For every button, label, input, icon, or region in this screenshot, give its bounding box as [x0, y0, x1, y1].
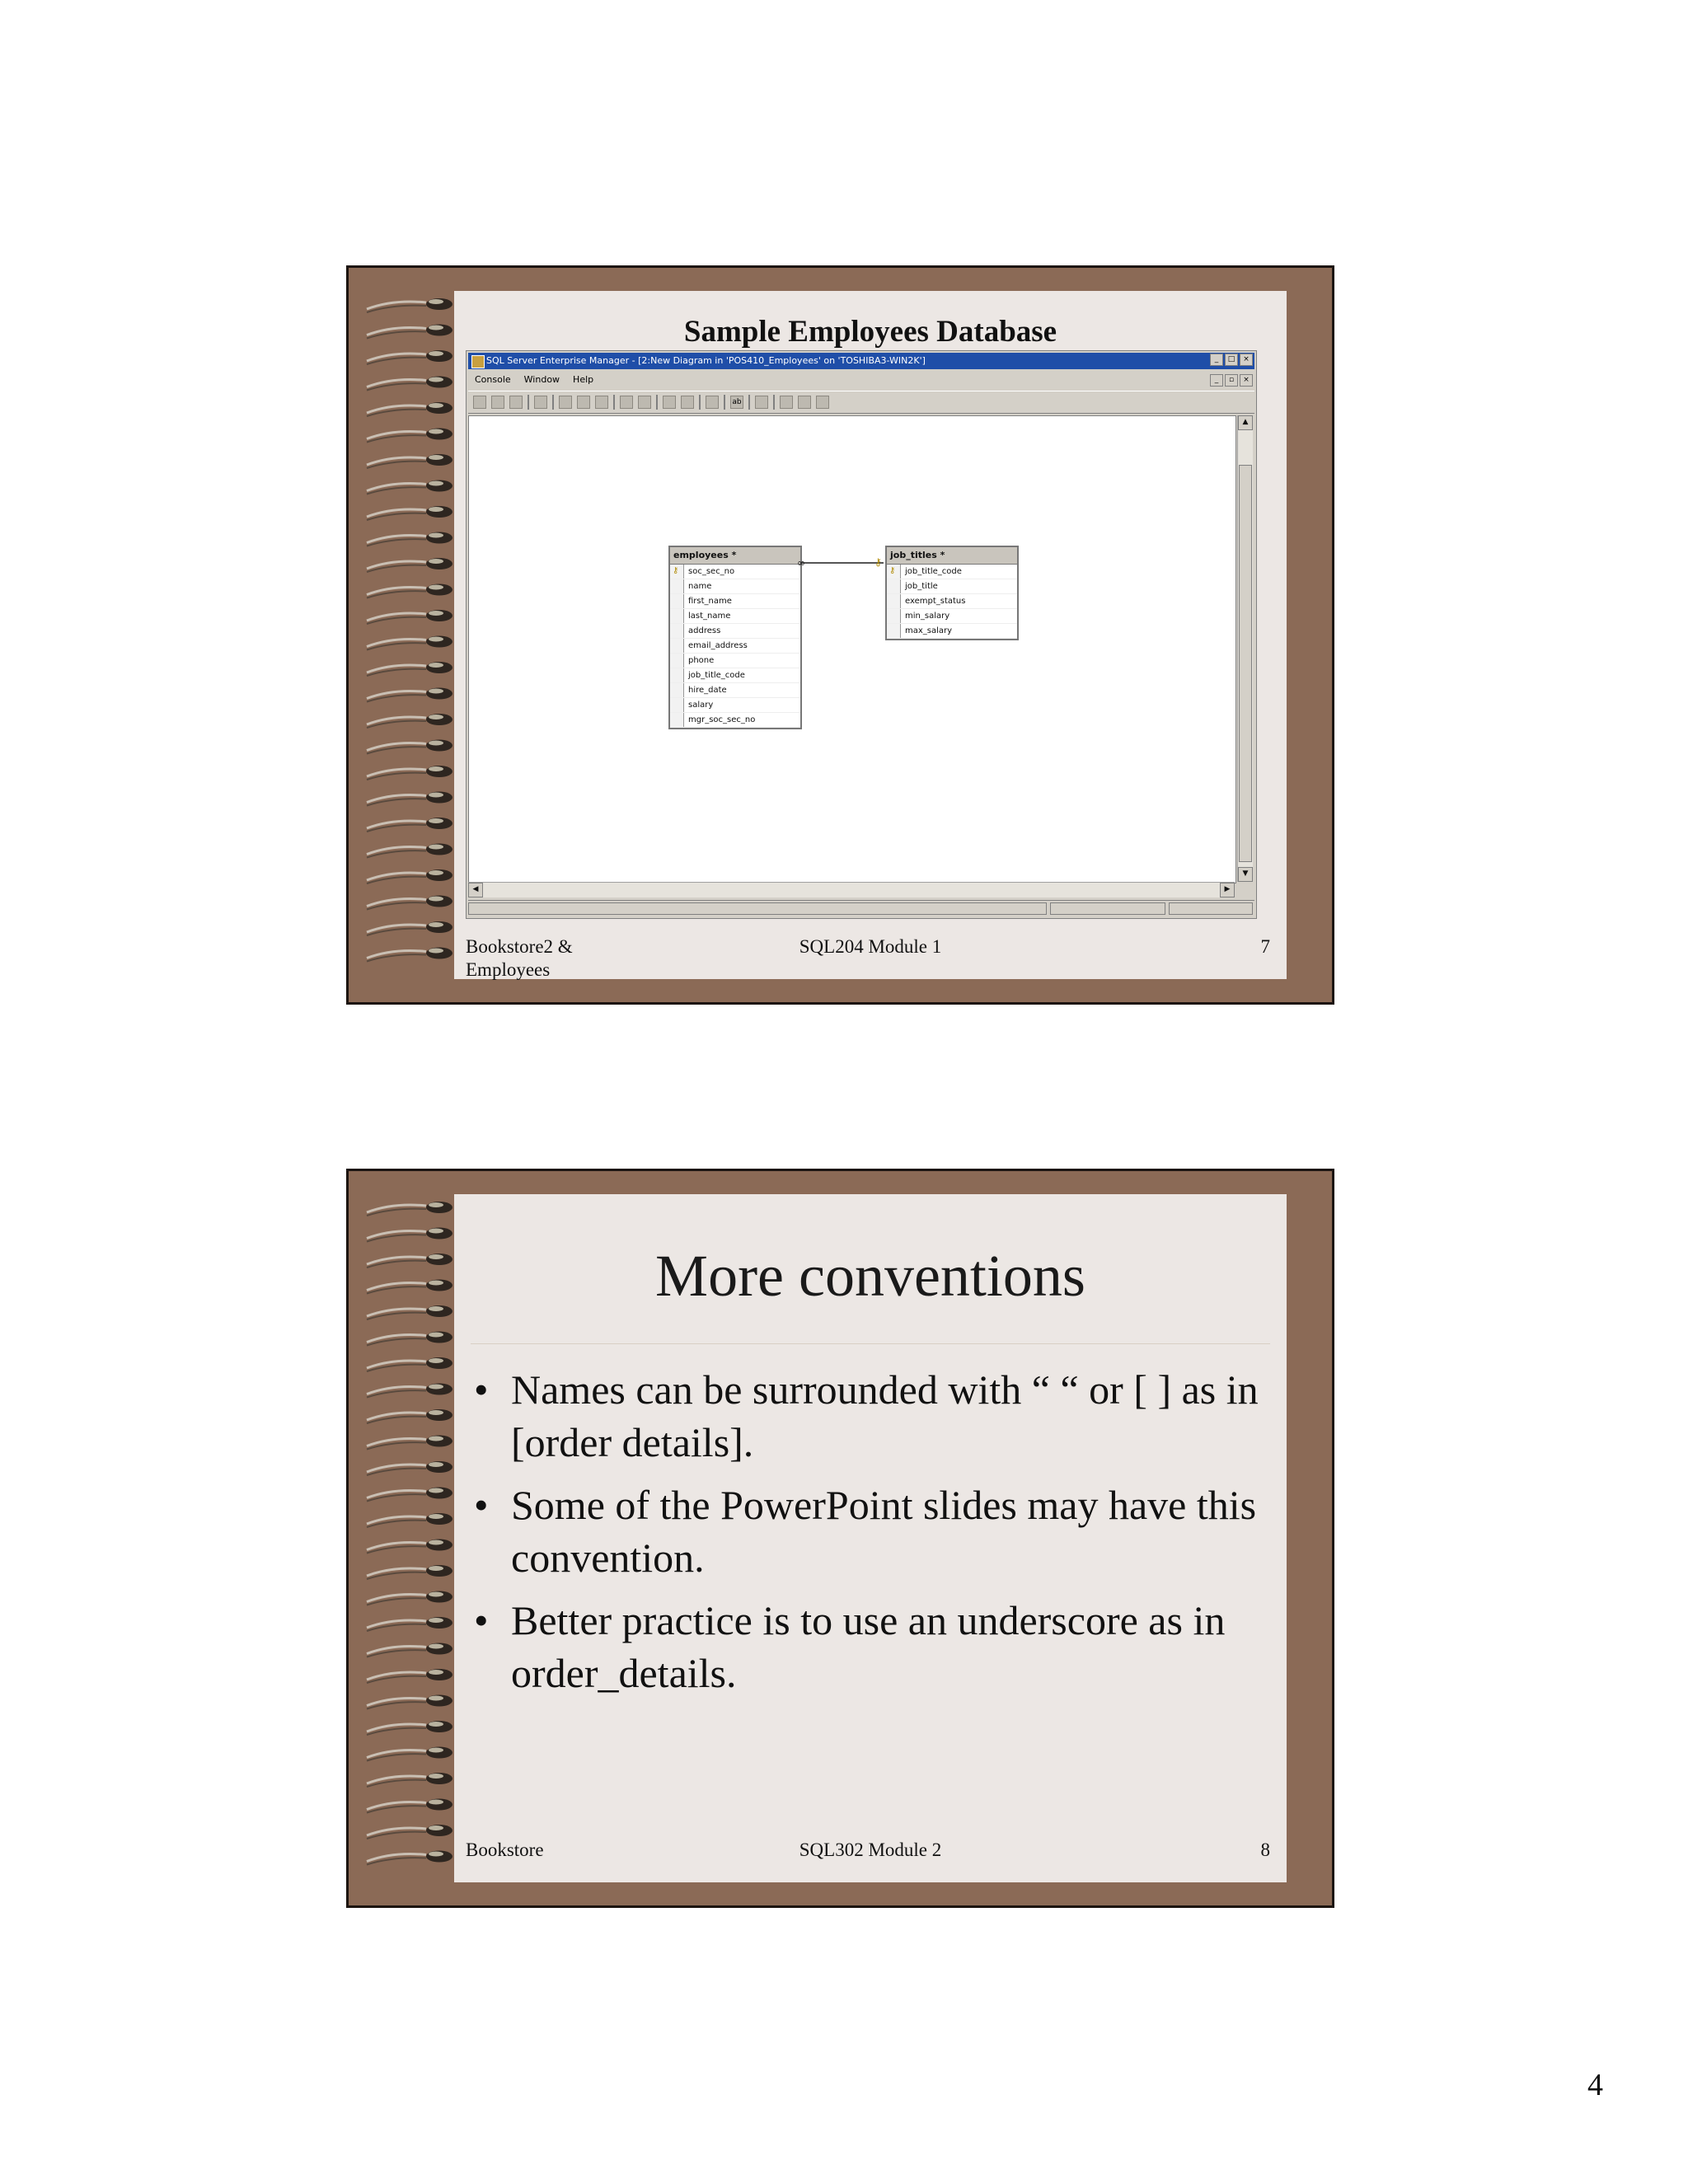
row-selector	[670, 565, 684, 579]
table-column-row[interactable]	[887, 579, 1017, 594]
slide-thumbnail-7	[346, 265, 1334, 1005]
column-name: job_title_code	[905, 567, 962, 576]
row-selector	[887, 624, 901, 638]
toolbar-separator	[699, 395, 701, 410]
toolbar-separator	[613, 395, 615, 410]
text-annotation-icon[interactable]: ab	[730, 396, 743, 409]
vertical-scrollbar[interactable]	[1237, 415, 1253, 882]
app-icon	[471, 355, 485, 368]
paste-icon[interactable]	[595, 396, 608, 409]
status-pane	[1169, 902, 1253, 915]
column-name: hire_date	[688, 686, 727, 695]
employees-table-header: employees *	[670, 547, 800, 565]
column-name: address	[688, 626, 721, 635]
bullet-item: • Names can be surrounded with “ “ or [ ] as in [order details].	[466, 1363, 1282, 1469]
job-titles-table-header: job_titles *	[887, 547, 1017, 565]
table-column-row[interactable]	[670, 713, 800, 728]
job-titles-columns	[887, 565, 1017, 639]
scroll-thumb[interactable]	[1239, 465, 1252, 862]
add-table-icon[interactable]	[620, 396, 633, 409]
row-selector	[670, 713, 684, 727]
bullet-icon: •	[474, 1366, 489, 1413]
toolbar	[468, 391, 1254, 414]
table-column-row[interactable]	[670, 639, 800, 654]
primary-key-icon[interactable]	[706, 396, 719, 409]
primary-key-icon: ⚷	[889, 566, 896, 575]
slide-content	[454, 291, 1287, 979]
row-selector	[887, 609, 901, 623]
window-title-bar	[468, 353, 1254, 369]
status-pane	[1050, 902, 1165, 915]
employees-table[interactable]	[668, 546, 802, 729]
autosize-icon[interactable]	[816, 396, 829, 409]
toolbar-separator	[552, 395, 554, 410]
table-column-row[interactable]	[670, 698, 800, 713]
footer-center: SQL204 Module 1	[799, 936, 942, 957]
scroll-down-icon[interactable]: ▼	[1238, 867, 1253, 882]
table-column-row[interactable]	[670, 609, 800, 624]
child-restore-icon[interactable]: ▫	[1225, 374, 1238, 387]
footer-slide-number: 8	[1260, 1840, 1270, 1860]
job-titles-table[interactable]	[885, 546, 1019, 640]
table-column-row[interactable]	[887, 624, 1017, 639]
column-name: phone	[688, 656, 715, 665]
slide-content	[454, 1194, 1287, 1882]
row-selector	[670, 594, 684, 608]
horizontal-scrollbar[interactable]	[468, 882, 1235, 898]
toolbar-separator	[724, 395, 725, 410]
copy-icon[interactable]	[577, 396, 590, 409]
child-minimize-icon[interactable]: _	[1210, 374, 1223, 387]
bullet-item: • Some of the PowerPoint slides may have this convention.	[466, 1479, 1282, 1584]
row-selector	[670, 683, 684, 697]
child-close-icon[interactable]: ×	[1240, 374, 1253, 387]
infinity-end-icon: ∞	[797, 557, 805, 569]
table-column-row[interactable]	[887, 565, 1017, 579]
diagram-canvas[interactable]	[468, 415, 1236, 883]
maximize-icon[interactable]: □	[1225, 354, 1238, 366]
toolbar-separator	[748, 395, 750, 410]
scroll-up-icon[interactable]: ▲	[1238, 415, 1253, 430]
row-selector	[670, 639, 684, 653]
enterprise-manager-window	[466, 350, 1257, 919]
column-name: min_salary	[905, 612, 950, 621]
row-selector	[670, 579, 684, 593]
minimize-icon[interactable]: _	[1210, 354, 1223, 366]
primary-key-icon: ⚷	[673, 566, 679, 575]
table-column-row[interactable]	[670, 654, 800, 668]
menu-window[interactable]: Window	[523, 374, 560, 385]
new-table-icon[interactable]	[534, 396, 547, 409]
slide-thumbnail-8	[346, 1169, 1334, 1908]
row-selector	[887, 565, 901, 579]
row-selector	[670, 668, 684, 682]
column-name: exempt_status	[905, 597, 966, 606]
bullet-icon: •	[474, 1482, 489, 1528]
close-icon[interactable]: ×	[1240, 354, 1253, 366]
scroll-right-icon[interactable]: ▶	[1220, 883, 1235, 898]
footer-left: Bookstore2 & Employees	[466, 936, 573, 980]
title-divider	[471, 1343, 1270, 1344]
slide-title: More conventions	[655, 1243, 1085, 1309]
status-bar	[468, 900, 1254, 916]
row-selector	[670, 698, 684, 712]
zoom-icon[interactable]	[663, 396, 676, 409]
table-column-row[interactable]	[670, 624, 800, 639]
row-selector	[887, 594, 901, 608]
arrange-tables-icon[interactable]	[755, 396, 768, 409]
status-pane	[468, 902, 1047, 915]
table-column-row[interactable]	[670, 668, 800, 683]
row-selector	[670, 624, 684, 638]
show-relationship-icon[interactable]	[780, 396, 793, 409]
toolbar-separator	[656, 395, 658, 410]
column-name: first_name	[688, 597, 732, 606]
column-name: last_name	[688, 612, 731, 621]
window-title: SQL Server Enterprise Manager - [2:New Diagram in 'POS410_Employees' on 'TOSHIBA3-WIN2K']	[486, 355, 926, 366]
table-column-row[interactable]	[670, 683, 800, 698]
footer-center: SQL302 Module 2	[799, 1840, 942, 1860]
slide-title: Sample Employees Database	[683, 315, 1057, 349]
relationships-icon[interactable]	[638, 396, 651, 409]
layout-icon[interactable]	[681, 396, 694, 409]
key-end-icon: ⚷	[874, 556, 882, 568]
menu-bar	[468, 371, 1254, 389]
column-name: salary	[688, 701, 714, 710]
column-name: email_address	[688, 641, 748, 650]
bullet-icon: •	[474, 1597, 489, 1643]
table-column-row[interactable]	[670, 594, 800, 609]
menu-console[interactable]: Console	[475, 374, 511, 385]
footer-left: Bookstore	[466, 1840, 544, 1860]
page-number: 4	[1587, 2068, 1603, 2102]
relationship-line[interactable]	[802, 562, 884, 564]
row-selector	[887, 579, 901, 593]
save-icon[interactable]	[473, 396, 486, 409]
toolbar-separator	[773, 395, 775, 410]
menu-help[interactable]: Help	[573, 374, 594, 385]
properties-icon[interactable]	[491, 396, 504, 409]
row-selector	[670, 654, 684, 668]
table-column-row[interactable]	[887, 594, 1017, 609]
table-column-row[interactable]	[887, 609, 1017, 624]
bullet-item: • Better practice is to use an underscore as in order_details.	[466, 1594, 1282, 1699]
column-name: job_title_code	[688, 671, 745, 680]
bullet-list	[466, 1363, 1282, 1709]
employees-columns	[670, 565, 800, 728]
column-name: mgr_soc_sec_no	[688, 715, 756, 724]
column-name: soc_sec_no	[688, 567, 735, 576]
table-column-row[interactable]	[670, 579, 800, 594]
cut-icon[interactable]	[559, 396, 572, 409]
row-selector	[670, 609, 684, 623]
column-name: name	[688, 582, 712, 591]
scroll-left-icon[interactable]: ◀	[468, 883, 483, 898]
print-icon[interactable]	[509, 396, 523, 409]
column-name: max_salary	[905, 626, 953, 635]
toolbar-separator	[528, 395, 529, 410]
column-name: job_title	[905, 582, 938, 591]
page-breaks-icon[interactable]	[798, 396, 811, 409]
table-column-row[interactable]	[670, 565, 800, 579]
footer-slide-number: 7	[1260, 936, 1270, 957]
